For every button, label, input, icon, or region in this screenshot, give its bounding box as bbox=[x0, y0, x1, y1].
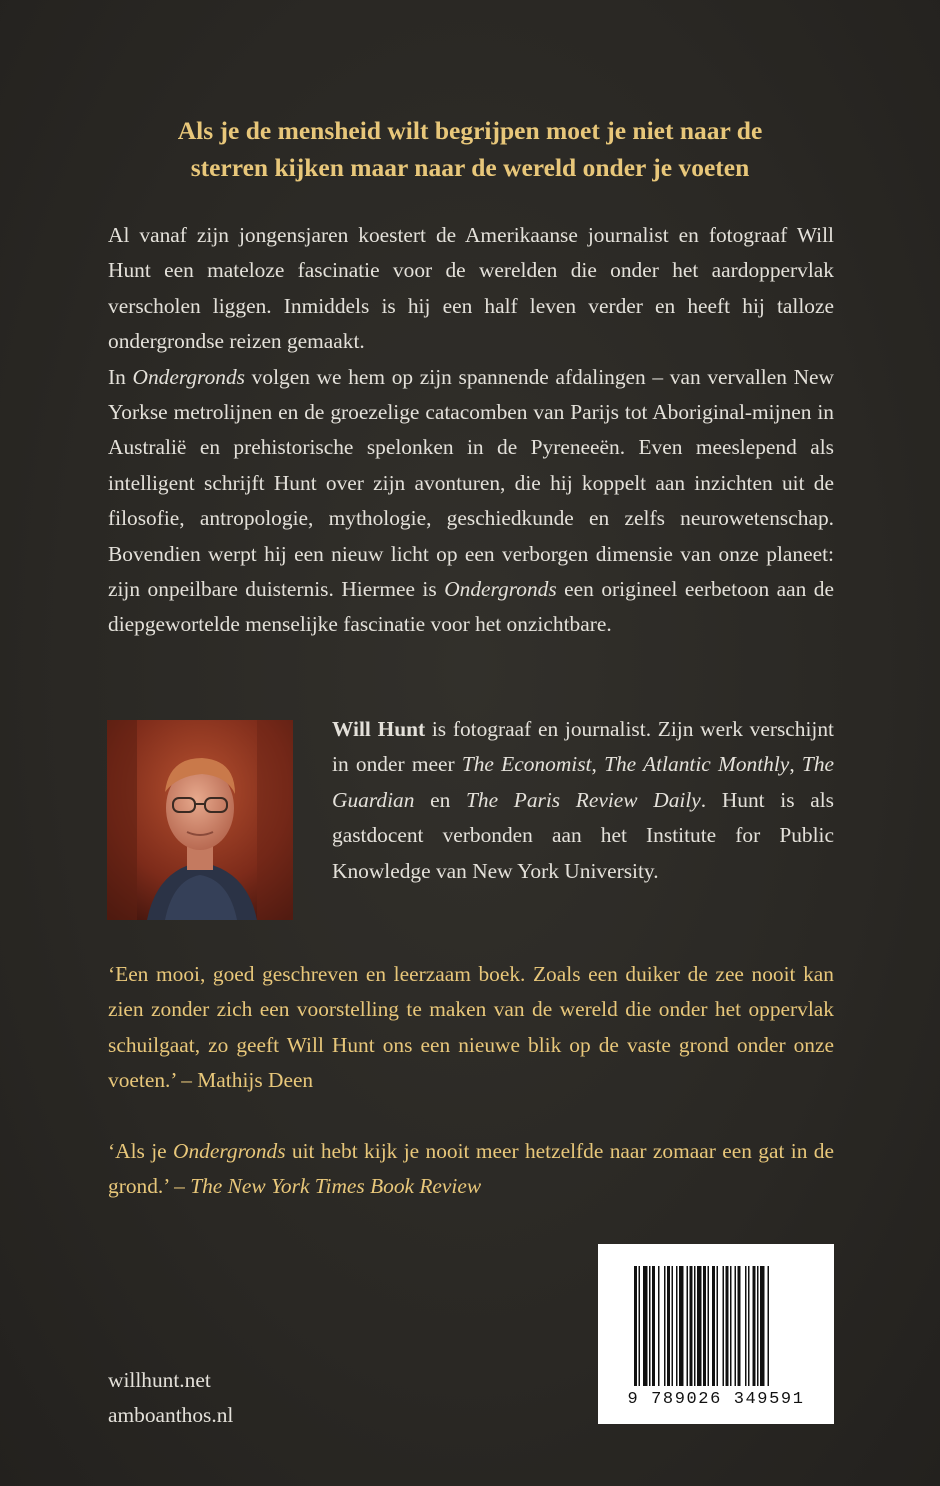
publication-title: The Atlantic Monthly bbox=[604, 752, 790, 777]
publication-title: The Economist bbox=[461, 752, 592, 777]
barcode-bar bbox=[676, 1266, 678, 1386]
barcode-bar bbox=[730, 1266, 732, 1386]
isbn-barcode bbox=[598, 1244, 834, 1424]
author-name: Will Hunt bbox=[332, 717, 426, 741]
barcode-bar bbox=[658, 1266, 660, 1386]
barcode-bar bbox=[694, 1266, 696, 1386]
barcode-bar bbox=[643, 1266, 648, 1386]
barcode-bar bbox=[672, 1266, 674, 1386]
author-website[interactable]: willhunt.net bbox=[108, 1368, 211, 1392]
author-portrait-illustration bbox=[107, 720, 293, 920]
barcode-bar bbox=[760, 1266, 765, 1386]
author-bio bbox=[332, 712, 834, 889]
publication-title: The Paris Review Daily bbox=[465, 787, 701, 812]
barcode-bar bbox=[639, 1266, 641, 1386]
barcode-bar bbox=[753, 1266, 756, 1386]
quote-text: uit hebt kijk je nooit meer hetzelfde naar zomaar een gat in de grond.’ – bbox=[108, 1139, 834, 1199]
barcode-bar bbox=[703, 1266, 706, 1386]
bio-text: . Hunt is als gastdocent verbonden aan het Institute for Public Knowledge van New York University. bbox=[332, 787, 835, 883]
book-title: Ondergronds bbox=[173, 1139, 286, 1163]
website-links bbox=[108, 1363, 233, 1434]
bio-text: , bbox=[591, 752, 605, 777]
barcode-bar bbox=[679, 1266, 684, 1386]
barcode-bar bbox=[697, 1266, 702, 1386]
barcode-bar bbox=[667, 1266, 670, 1386]
quote-source: The New York Times Book Review bbox=[190, 1174, 482, 1199]
barcode-bar bbox=[708, 1266, 710, 1386]
headline bbox=[108, 112, 832, 186]
blurb-text: In bbox=[108, 364, 133, 389]
publication-title: The Guardian bbox=[332, 752, 835, 812]
barcode-bar bbox=[726, 1266, 729, 1386]
blurb-text: een origineel eerbetoon aan de diepgewortelde menselijke fascinatie voor het onzichtbare. bbox=[108, 577, 834, 637]
review-quote-2 bbox=[108, 1134, 834, 1205]
review-quote-1: ‘Een mooi, goed geschreven en leerzaam boek. Zoals een duiker de zee nooit kan zien zonder zich een voorstelling te maken van de wereld die onder het oppervlak schuilgaat, zo geeft Will Hunt ons een nieuwe blik op de vaste grond onder onze voeten.’ – Mathijs Deen bbox=[108, 962, 834, 1093]
blurb-paragraph-2 bbox=[108, 360, 834, 643]
barcode-bar bbox=[745, 1266, 747, 1386]
barcode-bar bbox=[723, 1266, 725, 1386]
author-photo bbox=[107, 720, 293, 920]
barcode-bar bbox=[768, 1266, 770, 1386]
headline-line-1: Als je de mensheid wilt begrijpen moet je niet naar de bbox=[177, 116, 763, 145]
bio-text: en bbox=[414, 787, 466, 812]
barcode-bar bbox=[738, 1266, 741, 1386]
publisher-website[interactable]: amboanthos.nl bbox=[108, 1403, 234, 1428]
barcode-bar bbox=[652, 1266, 655, 1386]
barcode-bar bbox=[735, 1266, 737, 1386]
isbn-number: 9 789026 349591 bbox=[627, 1390, 805, 1409]
barcode-bar bbox=[687, 1266, 689, 1386]
blurb-paragraph-1: Al vanaf zijn jongensjaren koestert de Amerikaanse journalist en fotograaf Will Hunt een mateloze fascinatie voor de werelden die onder het aardoppervlak verscholen liggen. Inmiddels is hij een half leven verder en heeft hij talloze ondergrondse reizen gemaakt. bbox=[108, 223, 834, 354]
barcode-bar bbox=[649, 1266, 651, 1386]
barcode-bar bbox=[634, 1266, 637, 1386]
barcode-bar bbox=[757, 1266, 759, 1386]
bio-text: , bbox=[789, 752, 802, 777]
barcode-bar bbox=[712, 1266, 715, 1386]
barcode-bar bbox=[748, 1266, 750, 1386]
quote-text: ‘Als je bbox=[108, 1139, 174, 1163]
barcode-bar bbox=[664, 1266, 666, 1386]
book-title: Ondergronds bbox=[444, 577, 557, 602]
bio-text: is fotograaf en journalist. Zijn werk verschijnt in onder meer bbox=[332, 717, 834, 777]
book-blurb bbox=[108, 218, 834, 643]
blurb-text: volgen we hem op zijn spannende afdalingen – van vervallen New Yorkse metrolijnen en de groezelige catacomben van Parijs tot Aboriginal-mijnen in Australië en prehistorische spelonken in de Pyreneeën. Even meeslepend als intelligent schrijft Hunt over zijn avonturen, die hij koppelt aan inzichten uit de filosofie, antropologie, mythologie, geschiedkunde en zelfs neurowetenschap. Bovendien werpt hij een nieuw licht op een verborgen dimensie van onze planeet: zijn onpeilbare duisternis. Hiermee is bbox=[108, 364, 834, 602]
headline-line-2: sterren kijken maar naar de wereld onder je voeten bbox=[190, 153, 750, 182]
barcode-bar bbox=[690, 1266, 693, 1386]
barcode-bar bbox=[717, 1266, 719, 1386]
book-title: Ondergronds bbox=[132, 364, 245, 389]
